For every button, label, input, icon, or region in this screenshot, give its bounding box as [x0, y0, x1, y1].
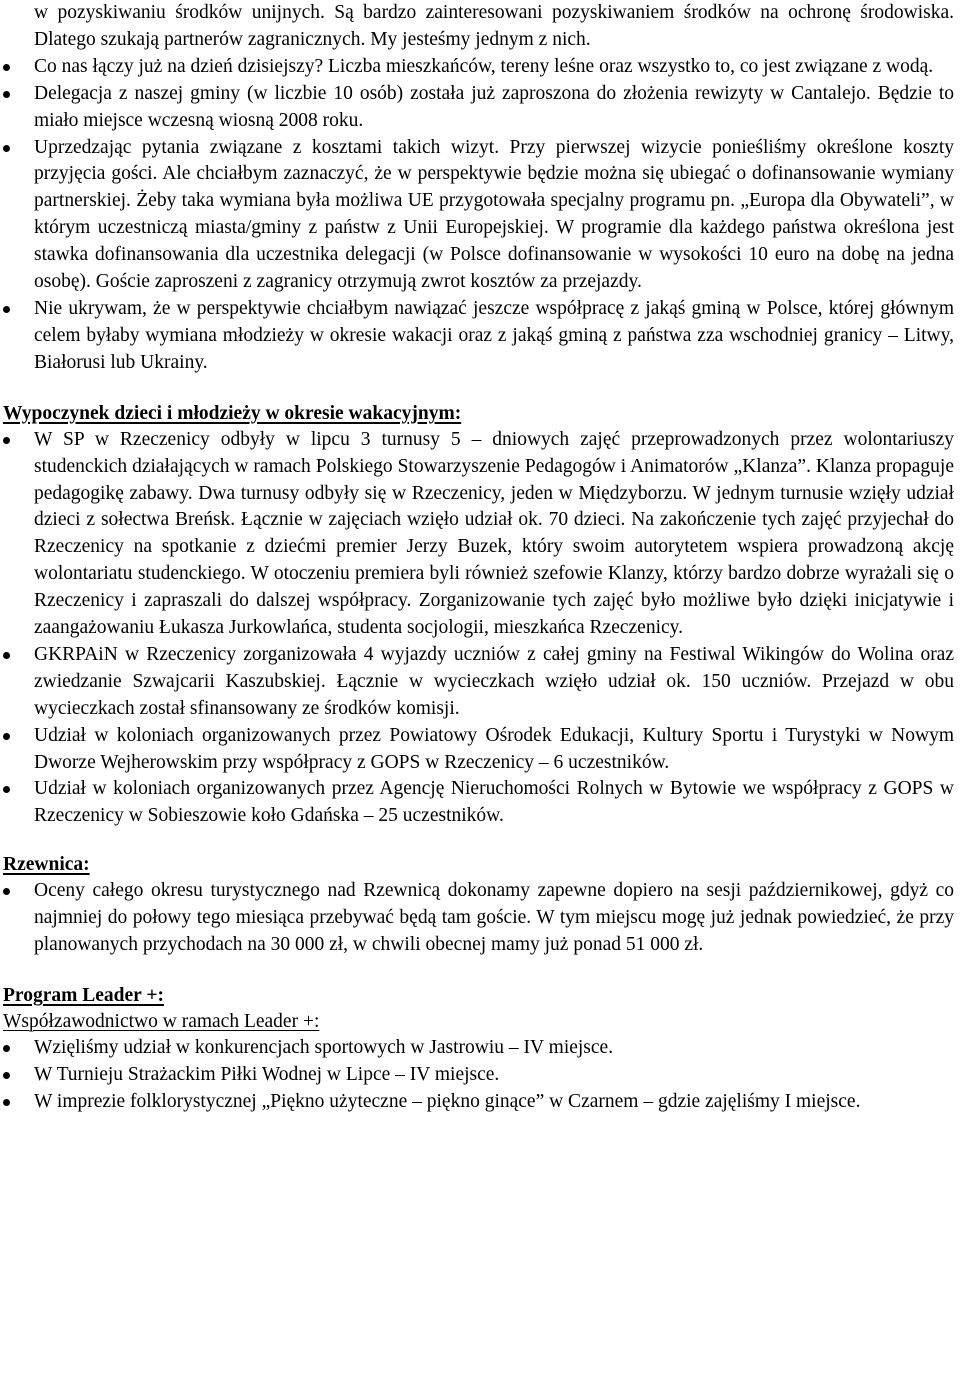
list-item-text: W Turnieju Strażackim Piłki Wodnej w Lipce – IV miejsce. — [34, 1063, 500, 1085]
bullet-icon — [3, 888, 10, 895]
section-subheading-leader — [0, 1009, 960, 1035]
list-item — [0, 1035, 960, 1062]
rzewnica-bullet-list — [0, 878, 960, 959]
section-wypoczynek — [0, 401, 960, 831]
bullet-icon — [3, 1099, 10, 1106]
intro-bullet-list — [0, 54, 960, 377]
bullet-icon — [3, 145, 10, 152]
bullet-icon — [3, 652, 10, 659]
section-heading-text: Rzewnica: — [3, 854, 90, 876]
section-leader — [0, 983, 960, 1116]
list-item-text: Udział w koloniach organizowanych przez Powiatowy Ośrodek Edukacji, Kultury Sportu i Turystyki w Nowym Dworze Wejherowskim przy współpracy z GOPS w Rzeczenicy – 6 uczestników. — [34, 724, 954, 773]
list-item-text: W imprezie folklorystycznej „Piękno użyteczne – piękno ginące” w Czarnem – gdzie zajęliśmy I miejsce. — [34, 1090, 861, 1112]
wypoczynek-bullet-list — [0, 427, 960, 831]
list-item — [0, 1062, 960, 1089]
bullet-icon — [3, 786, 10, 793]
section-heading-leader — [0, 983, 960, 1009]
bullet-icon — [3, 733, 10, 740]
list-item — [0, 81, 960, 135]
list-item — [0, 642, 960, 723]
list-item-text: Delegacja z naszej gminy (w liczbie 10 osób) została już zaproszona do złożenia rewizyty w Cantalejo. Będzie to miało miejsce wczesną wiosną 2008 roku. — [34, 82, 954, 131]
list-item — [0, 135, 960, 296]
list-item-text: Wzięliśmy udział w konkurencjach sportowych w Jastrowiu – IV miejsce. — [34, 1037, 614, 1058]
list-item — [0, 54, 960, 81]
bullet-icon — [3, 437, 10, 444]
bullet-icon — [3, 306, 10, 313]
bullet-icon — [3, 1045, 10, 1052]
leader-bullet-list — [0, 1035, 960, 1116]
section-subheading-text: Współzawodnictwo w ramach Leader +: — [3, 1011, 320, 1032]
list-item — [0, 723, 960, 777]
section-heading-rzewnica — [0, 852, 960, 878]
list-item-text: Nie ukrywam, że w perspektywie chciałbym nawiązać jeszcze współpracę z jakąś gminą w Polsce, której głównym celem byłaby wymiana młodzieży w okresie wakacji oraz z jakąś gminą z państwa zza wschodniej granicy – Litwy, Białorusi lub Ukrainy. — [34, 297, 954, 373]
list-item — [0, 427, 960, 642]
list-item-text: Oceny całego okresu turystycznego nad Rzewnicą dokonamy zapewne dopiero na sesji październikowej, gdyż co najmniej do połowy tego miesiąca przebywać będą tam goście. W tym miejscu mogę już jednak powiedzieć, że przy planowanych przychodach na 30 000 zł, w chwili obecnej mamy już ponad 51 000 zł. — [34, 880, 954, 956]
bullet-icon — [3, 91, 10, 98]
section-heading-text: Program Leader +: — [3, 985, 164, 1006]
list-item-text: Uprzedzając pytania związane z kosztami takich wizyt. Przy pierwszej wizycie ponieśliśmy określone koszty przyjęcia gości. Ale chciałbym zaznaczyć, że w perspektywie będzie można się ubiegać o dofinansowanie wymiany partnerskiej. Żeby taka wymiana była możliwa UE przygotowała specjalny programu pn. „Europa dla Obywateli”, w którym uczestniczą miasta/gminy z państw z Unii Europejskiej. W programie dla każdego państwa określona jest stawka dofinansowania dla uczestnika delegacji (w Polsce dofinansowanie w wysokości 10 euro na dobę na jedna osobę). Goście zaproszeni z zagranicy otrzymują zwrot kosztów za przejazdy. — [34, 136, 954, 293]
list-item-text: Co nas łączy już na dzień dzisiejszy? Liczba mieszkańców, tereny leśne oraz wszystko to, co jest związane z wodą. — [34, 55, 934, 77]
list-item-text: GKRPAiN w Rzeczenicy zorganizowała 4 wyjazdy uczniów z całej gminy na Festiwal Wikingów do Wolina oraz zwiedzanie Szwajcarii Kaszubskiej. Łącznie w wycieczkach wzięło udział ok. 150 uczniów. Przejazd w obu wycieczkach został sfinansowany ze środków komisji. — [34, 643, 954, 719]
list-item — [0, 1089, 960, 1116]
bullet-icon — [3, 1072, 10, 1079]
list-item — [0, 296, 960, 377]
intro-paragraph-continuation: w pozyskiwaniu środków unijnych. Są bardzo zainteresowani pozyskiwaniem środków na ochronę środowiska. Dlatego szukają partnerów zagranicznych. My jesteśmy jednym z nich. — [34, 2, 954, 50]
section-rzewnica — [0, 852, 960, 959]
list-item — [0, 776, 960, 830]
list-item-text: Udział w koloniach organizowanych przez Agencję Nieruchomości Rolnych w Bytowie we współpracy z GOPS w Rzeczenicy w Sobieszowie koło Gdańska – 25 uczestników. — [34, 778, 954, 827]
bullet-icon — [3, 64, 10, 71]
list-item — [0, 878, 960, 959]
section-heading-wypoczynek — [0, 401, 960, 427]
list-item-text: W SP w Rzeczenicy odbyły w lipcu 3 turnusy 5 – dniowych zajęć przeprowadzonych przez wolontariuszy studenckich działających w ramach Polskiego Stowarzyszenie Pedagogów i Animatorów „Klanza”. Klanza propaguje pedagogikę zabawy. Dwa turnusy odbyły się w Rzeczenicy, jeden w Międzyborzu. W jednym turnusie wzięły udział dzieci z sołectwa Breńsk. Łącznie w zajęciach wzięło udział ok. 70 dzieci. Na zakończenie tych zajęć przyjechał do Rzeczenicy na spotkanie z dziećmi premier Jerzy Buzek, który swoim autorytetem wspiera prowadzoną akcję wolontariatu studenckiego. W otoczeniu premiera byli również szefowie Klanzy, którzy bardzo dobrze wyrażali się o Rzeczenicy i zapraszali do dalszej współpracy. Zorganizowanie tych zajęć było możliwe było dzięki inicjatywie i zaangażowaniu Łukasza Jurkowlańca, studenta socjologii, mieszkańca Rzeczenicy. — [34, 428, 954, 639]
section-heading-text: Wypoczynek dzieci i młodzieży w okresie wakacyjnym: — [3, 402, 462, 424]
